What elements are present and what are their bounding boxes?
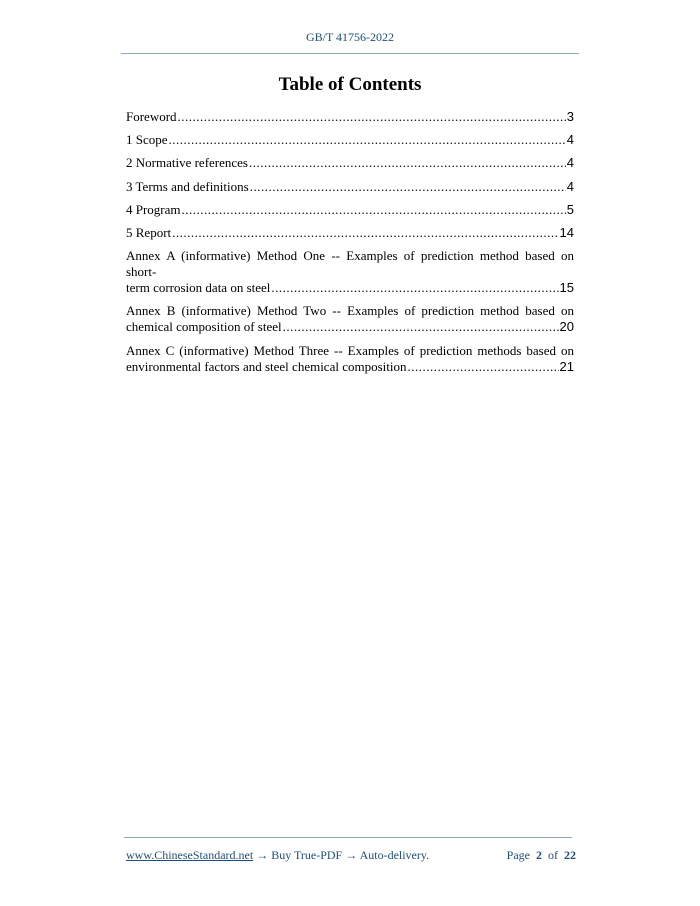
footer-divider: [124, 837, 572, 838]
site-link[interactable]: www.ChineseStandard.net: [126, 848, 254, 862]
toc-entry-annex-c[interactable]: [126, 343, 574, 375]
toc-entry-scope[interactable]: [126, 132, 574, 148]
dot-leader: [182, 202, 566, 218]
toc-entry-annex-a[interactable]: [126, 248, 574, 296]
toc-entry-label: 3 Terms and definitions: [126, 178, 249, 194]
dot-leader: [178, 109, 566, 125]
toc-entry-page: 14: [559, 224, 574, 240]
toc-entry-label: 5 Report: [126, 224, 172, 240]
toc-entry-page: 15: [559, 280, 574, 296]
toc-entry-page: 3: [566, 109, 574, 124]
toc-entry-label: Foreword: [126, 109, 177, 124]
toc-entry-foreword[interactable]: [126, 109, 574, 125]
toc-entry-page: 21: [559, 358, 574, 374]
toc-entry-page: 4: [566, 132, 574, 148]
toc-entry-page: 4: [566, 155, 574, 171]
dot-leader: [408, 359, 559, 375]
footer-promo: [126, 848, 429, 863]
dot-leader: [169, 132, 566, 148]
page-title: Table of Contents: [278, 74, 422, 95]
toc-entry-terms-and-definitions[interactable]: [126, 179, 574, 195]
toc-entry-page: 4: [566, 178, 574, 194]
toc-entry-label-line2: environmental factors and steel chemical composition: [126, 358, 407, 374]
dot-leader: [271, 280, 558, 296]
dot-leader: [249, 155, 566, 171]
toc-entry-label-line1: Annex B (informative) Method Two -- Examples of prediction method based on: [126, 303, 574, 319]
toc-entry-label: 1 Scope: [126, 132, 168, 148]
table-of-contents: [126, 109, 574, 382]
toc-entry-label-line2: term corrosion data on steel: [126, 280, 271, 296]
toc-entry-label: 2 Normative references: [126, 155, 248, 171]
toc-entry-label: 4 Program: [126, 201, 181, 217]
header-divider: [121, 53, 579, 54]
page-indicator: [507, 848, 576, 863]
dot-leader: [172, 225, 558, 241]
promo-text: → Buy True-PDF → Auto-delivery.: [253, 848, 430, 862]
toc-entry-label-line1: Annex A (informative) Method One -- Examples of prediction method based on short-: [126, 248, 574, 280]
toc-entry-label-line2: chemical composition of steel: [126, 319, 282, 335]
dot-leader: [283, 319, 559, 335]
toc-entry-page: 5: [566, 201, 574, 217]
total-pages: 22: [564, 848, 576, 862]
dot-leader: [250, 179, 566, 195]
page-of: of: [548, 848, 558, 862]
toc-entry-program[interactable]: [126, 202, 574, 218]
footer: [126, 848, 576, 863]
toc-entry-report[interactable]: [126, 225, 574, 241]
toc-entry-annex-b[interactable]: [126, 303, 574, 335]
toc-entry-normative-references[interactable]: [126, 155, 574, 171]
toc-entry-label-line1: Annex C (informative) Method Three -- Examples of prediction methods based on: [126, 342, 574, 358]
current-page: 2: [536, 848, 542, 862]
header-standard-code: GB/T 41756-2022: [305, 30, 395, 44]
page-prefix: Page: [506, 848, 530, 862]
toc-entry-page: 20: [559, 319, 574, 335]
